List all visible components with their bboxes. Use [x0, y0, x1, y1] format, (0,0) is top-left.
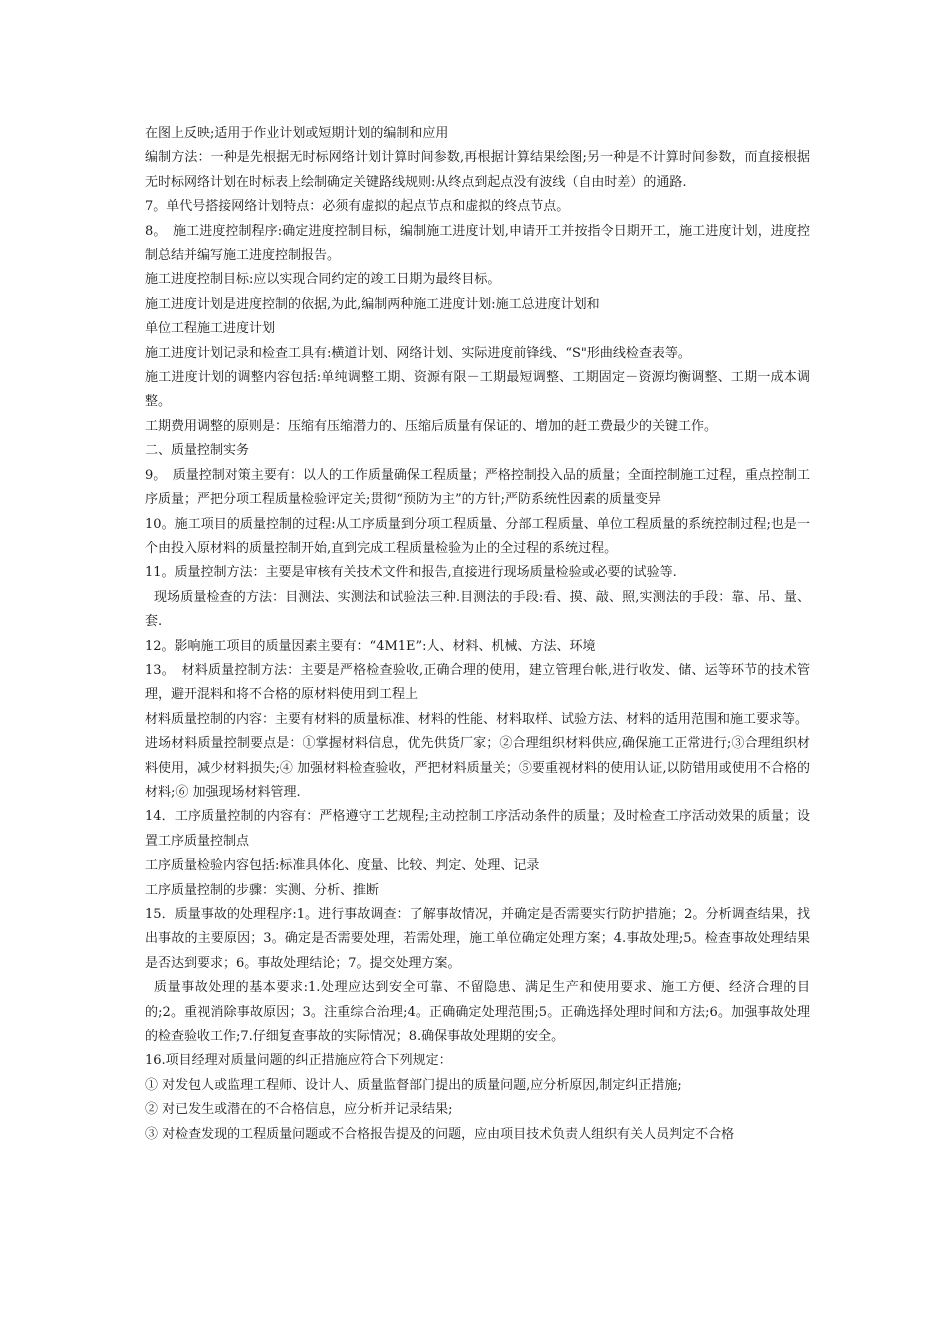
paragraph: 编制方法：一种是先根据无时标网络计划计算时间参数,再根据计算结果绘图;另一种是不计算时间参数，而直接根据无时标网络计划在时标表上绘制确定关键路线规则:从终点到起点没有波线（自由时差）的通路.: [145, 150, 810, 190]
paragraph: 10。施工项目的质量控制的过程:从工序质量到分项工程质量、分部工程质量、单位工程质量的系统控制过程;也是一个由投入原材料的质量控制开始,直到完成工程质量检验为止的全过程的系统过程。: [145, 516, 810, 556]
paragraph: 7。单代号搭接网络计划特点：必须有虚拟的起点节点和虚拟的终点节点。: [145, 199, 570, 215]
paragraph: 16.项目经理对质量问题的纠正措施应符合下列规定：: [145, 1053, 452, 1069]
paragraph: 14．工序质量控制的内容有：严格遵守工艺规程;主动控制工序活动条件的质量；及时检查工序活动效果的质量；设置工序质量控制点: [145, 809, 810, 849]
paragraph: 施工进度控制目标:应以实现合同约定的竣工日期为最终目标。: [145, 272, 501, 288]
paragraph: 施工进度计划记录和检查工具有:横道计划、网络计划、实际进度前锋线、“S"形曲线检查表等。: [145, 345, 691, 361]
paragraph: 质量事故处理的基本要求:1.处理应达到安全可靠、不留隐患、满足生产和使用要求、施工方便、经济合理的目的;2。重视消除事故原因；3。注重综合治理;4。正确确定处理范围;5。正确选择处理时间和方法;6。加强事故处理的检查验收工作;7.仔细复查事故的实际情况；8.确保事故处理期的安全。: [145, 980, 810, 1045]
paragraph: 在图上反映;适用于作业计划或短期计划的编制和应用: [145, 126, 449, 141]
paragraph: 13。 材料质量控制方法：主要是严格检查验收,正确合理的使用，建立管理台帐,进行收发、储、运等环节的技术管理，避开混料和将不合格的原材料使用到工程上: [145, 662, 810, 703]
paragraph: 现场质量检查的方法：目测法、实测法和试验法三种.目测法的手段:看、摸、敲、照,实测法的手段：靠、吊、量、套.: [145, 589, 810, 630]
paragraph: 施工进度计划的调整内容包括:单纯调整工期、资源有限－工期最短调整、工期固定－资源均衡调整、工期一成本调整。: [145, 370, 810, 410]
paragraph: 施工进度计划是进度控制的依据,为此,编制两种施工进度计划:施工总进度计划和: [145, 296, 600, 312]
paragraph: ③ 对检查发现的工程质量问题或不合格报告提及的问题，应由项目技术负责人组织有关人员判定不合格: [145, 1126, 735, 1142]
paragraph: ① 对发包人或监理工程师、设计人、质量监督部门提出的质量问题,应分析原因,制定纠正措施;: [145, 1077, 682, 1093]
paragraph: 8。 施工进度控制程序:确定进度控制目标，编制施工进度计划,申请开工并按指令日期开工，施工进度计划，进度控制总结并编写施工进度控制报告。: [145, 223, 810, 264]
paragraph: 工期费用调整的原则是：压缩有压缩潜力的、压缩后质量有保证的、增加的赶工费最少的关键工作。: [145, 418, 718, 434]
paragraph: 12。影响施工项目的质量因素主要有：“4M1E”:人、材料、机械、方法、环境: [145, 638, 596, 654]
paragraph: ② 对已发生或潜在的不合格信息，应分析并记录结果;: [145, 1102, 453, 1118]
paragraph: 单位工程施工进度计划: [145, 321, 276, 337]
paragraph: 15．质量事故的处理程序:1。进行事故调查：了解事故情况，并确定是否需要实行防护措施；2。分析调查结果，找出事故的主要原因；3。确定是否需要处理，若需处理，施工单位确定处理方案；4.事故处理;5。检查事故处理结果是否达到要求；6。事故处理结论；7。提交处理方案。: [145, 907, 810, 971]
paragraph: 11。质量控制方法：主要是审核有关技术文件和报告,直接进行现场质量检验或必要的试验等.: [145, 565, 677, 581]
paragraph: 工序质量检验内容包括:标准具体化、度量、比较、判定、处理、记录: [145, 858, 540, 874]
paragraph: 进场材料质量控制要点是：①掌握材料信息，优先供货厂家；②合理组织材料供应,确保施工正常进行;③合理组织材料使用，减少材料损失;④ 加强材料检查验收，严把材料质量关；⑤要重视材料的使用认证,以防错用或使用不合格的材料;⑥ 加强现场材料管理.: [145, 736, 810, 800]
paragraph: 材料质量控制的内容：主要有材料的质量标准、材料的性能、材料取样、试验方法、材料的适用范围和施工要求等。: [145, 711, 809, 727]
paragraph: 二、质量控制实务: [145, 443, 250, 459]
paragraph: 9。 质量控制对策主要有：以人的工作质量确保工程质量；严格控制投入品的质量；全面控制施工过程，重点控制工序质量；严把分项工程质量检验评定关;贯彻“预防为主”的方针;严防系统性因素的质量变异: [145, 467, 810, 508]
document-body: [145, 122, 810, 1147]
paragraph: 工序质量控制的步骤：实测、分析、推断: [145, 882, 380, 898]
